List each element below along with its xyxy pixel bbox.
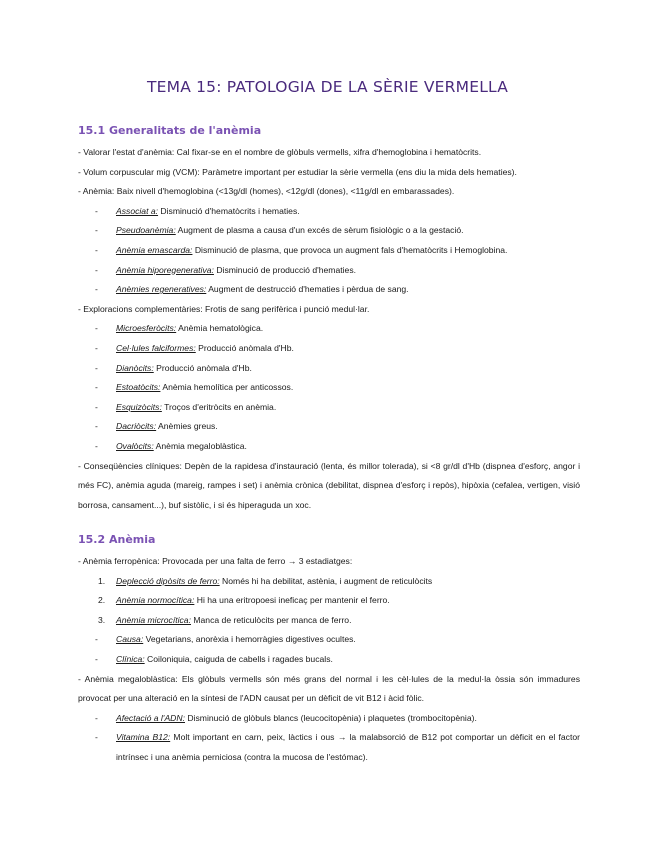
paragraph-consequences: - Conseqüències clíniques: Depèn de la rapidesa d'instauració (lenta, és millor tolerada), si <8 gr/dl d'Hb (dispnea d'esforç, angor i més FC), anèmia aguda (mareig, rampes i set) i anèmia crònica (debilitat, dispnea d'esforç i repòs), hipòxia (cefalea, vertigen, visió borrosa, cansament...), buf sistòlic, i si és hiperaguda un xoc. <box>78 460 580 510</box>
list-number: 2. <box>98 595 106 606</box>
list-item <box>78 202 580 222</box>
section-heading-generalitats: 15.1 Generalitats de l'anèmia <box>78 124 262 137</box>
paragraph-line: - Exploracions complementàries: Frotis de sang perifèrica i punció medul·lar. <box>78 303 370 314</box>
list-item-term: Anèmies regeneratives: <box>116 284 207 295</box>
list-item-text: Molt important en carn, peix, làctics i ous → la malabsorció de B12 pot comportar un dèficit en el factor intrínsec i una anèmia perniciosa (contra la mucosa de l'estómac). <box>116 732 580 762</box>
list-item <box>78 241 580 261</box>
bullet: - <box>95 382 98 393</box>
bullet: - <box>95 421 98 432</box>
bullet: - <box>95 225 98 236</box>
list-item <box>78 280 580 300</box>
bullet: - <box>95 205 98 216</box>
paragraph-line: - Valorar l'estat d'anèmia: Cal fixar-se en el nombre de glòbuls vermells, xifra d'hemoglobina i hematòcrits. <box>78 147 482 157</box>
list-item <box>78 378 580 398</box>
list-item <box>78 630 580 650</box>
list-item <box>78 417 580 437</box>
list-item-term: Microesferòcits: <box>116 323 177 334</box>
list-item <box>78 359 580 379</box>
stages-list <box>78 572 580 631</box>
list-item-term: Anèmia microcítica: <box>116 614 191 625</box>
section-heading-anemia: 15.2 Anèmia <box>78 533 156 546</box>
list-item <box>78 650 580 670</box>
list-item-term: Anèmia hiporegenerativa: <box>116 264 214 275</box>
list-item-term: Causa: <box>116 634 144 645</box>
list-item-text: Vegetarians, anorèxia i hemorràgies digestives ocultes. <box>143 634 356 645</box>
list-item <box>78 591 580 611</box>
list-item <box>78 339 580 359</box>
list-item-term: Cel·lules falciformes: <box>116 342 196 353</box>
list-item-text: Anèmies greus. <box>156 421 218 432</box>
list-item-text: Anèmia megaloblàstica. <box>153 440 247 451</box>
bullet: - <box>95 401 98 412</box>
paragraph-line: - Anèmia: Baix nivell d'hemoglobina (<13g/dl (homes), <12g/dl (dones), <11g/dl en embarassades). <box>78 186 455 197</box>
list-item <box>78 437 580 457</box>
list-item-term: Estoatòcits: <box>116 382 161 393</box>
list-item-text: Disminució de glòbuls blancs (leucocitopènia) i plaquetes (trombocitopènia). <box>185 712 477 723</box>
list-item-text: Hi ha una eritropoesi ineficaç per mantenir el ferro. <box>194 595 390 606</box>
section-body-generalitats <box>78 143 580 515</box>
bullet: - <box>95 634 98 645</box>
paragraph-line: - Anèmia ferropènica: Provocada per una falta de ferro → 3 estadiatges: <box>78 556 353 566</box>
list-item-text: Augment de destrucció d'hematies i pèrdua de sang. <box>206 284 409 295</box>
list-item <box>78 709 580 729</box>
list-item-text: Producció anòmala d'Hb. <box>153 362 252 373</box>
bullet: - <box>95 244 98 255</box>
anemia-types-list <box>78 202 580 300</box>
list-item-term: Dacriòcits: <box>116 421 157 432</box>
list-item-term: Vitamina B12: <box>116 732 171 743</box>
paragraph-megaloblastic: - Anèmia megaloblàstica: Els glòbuls vermells són més grans del normal i les cèl·lules de la medul·la òssia són immadures provocat per una alteració en la síntesi de l'ADN causat per un dèficit de vit B12 i àcid fòlic. <box>78 673 580 704</box>
list-item <box>78 611 580 631</box>
list-item-term: Anèmia normocítica: <box>116 595 195 606</box>
list-item-text: Troços d'eritròcits en anèmia. <box>161 401 277 412</box>
list-number: 3. <box>98 614 106 625</box>
list-item-text: Coiloniquia, caiguda de cabells i ragades bucals. <box>144 653 333 664</box>
list-item-term: Clínica: <box>116 653 145 664</box>
list-item-term: Dianòcits: <box>116 362 154 373</box>
list-item <box>78 261 580 281</box>
bullet: - <box>95 653 98 664</box>
list-item-term: Associat a: <box>116 205 159 216</box>
ferro-details-list <box>78 630 580 669</box>
list-item <box>78 221 580 241</box>
cells-list <box>78 319 580 456</box>
list-item-text: Anèmia hematològica. <box>176 323 264 334</box>
list-item-text: Augment de plasma a causa d'un excés de sèrum fisiològic o a la gestació. <box>175 225 464 236</box>
bullet: - <box>95 264 98 275</box>
list-item-text: Disminució de plasma, que provoca un augment fals d'hematòcrits i Hemoglobina. <box>192 244 508 255</box>
list-item-term: Esquizòcits: <box>116 401 162 412</box>
list-item-text: Disminució d'hematòcrits i hematies. <box>158 205 300 216</box>
mega-details-list <box>78 709 580 768</box>
list-item-term: Deplecció dipòsits de ferro: <box>116 575 220 586</box>
bullet: - <box>95 712 98 723</box>
list-item <box>78 319 580 339</box>
list-item-text: Manca de reticulòcits per manca de ferro. <box>190 614 352 625</box>
paragraph-line: - Volum corpuscular mig (VCM): Paràmetre important per estudiar la sèrie vermella (ens diu la mida dels hematies). <box>78 166 517 177</box>
list-item <box>78 728 580 767</box>
list-item-text: Disminució de producció d'hematies. <box>213 264 357 275</box>
list-item-text: Només hi ha debilitat, astènia, i augment de reticulòcits <box>219 575 433 586</box>
list-item <box>78 572 580 592</box>
bullet: - <box>95 732 98 743</box>
list-item <box>78 398 580 418</box>
list-item-text: Anèmia hemolítica per anticossos. <box>160 382 294 393</box>
bullet: - <box>95 342 98 353</box>
bullet: - <box>95 284 98 295</box>
page-title: TEMA 15: PATOLOGIA DE LA SÈRIE VERMELLA <box>146 78 509 96</box>
list-number: 1. <box>98 575 106 586</box>
list-item-term: Ovalòcits: <box>116 440 154 451</box>
list-item-term: Afectació a l'ADN: <box>116 712 185 723</box>
list-item-term: Anèmia emascarda: <box>116 244 193 255</box>
section-body-anemia <box>78 552 580 768</box>
list-item-text: Producció anòmala d'Hb. <box>195 342 294 353</box>
bullet: - <box>95 440 98 451</box>
list-item-term: Pseudoanèmia: <box>116 225 176 236</box>
bullet: - <box>95 323 98 334</box>
bullet: - <box>95 362 98 373</box>
